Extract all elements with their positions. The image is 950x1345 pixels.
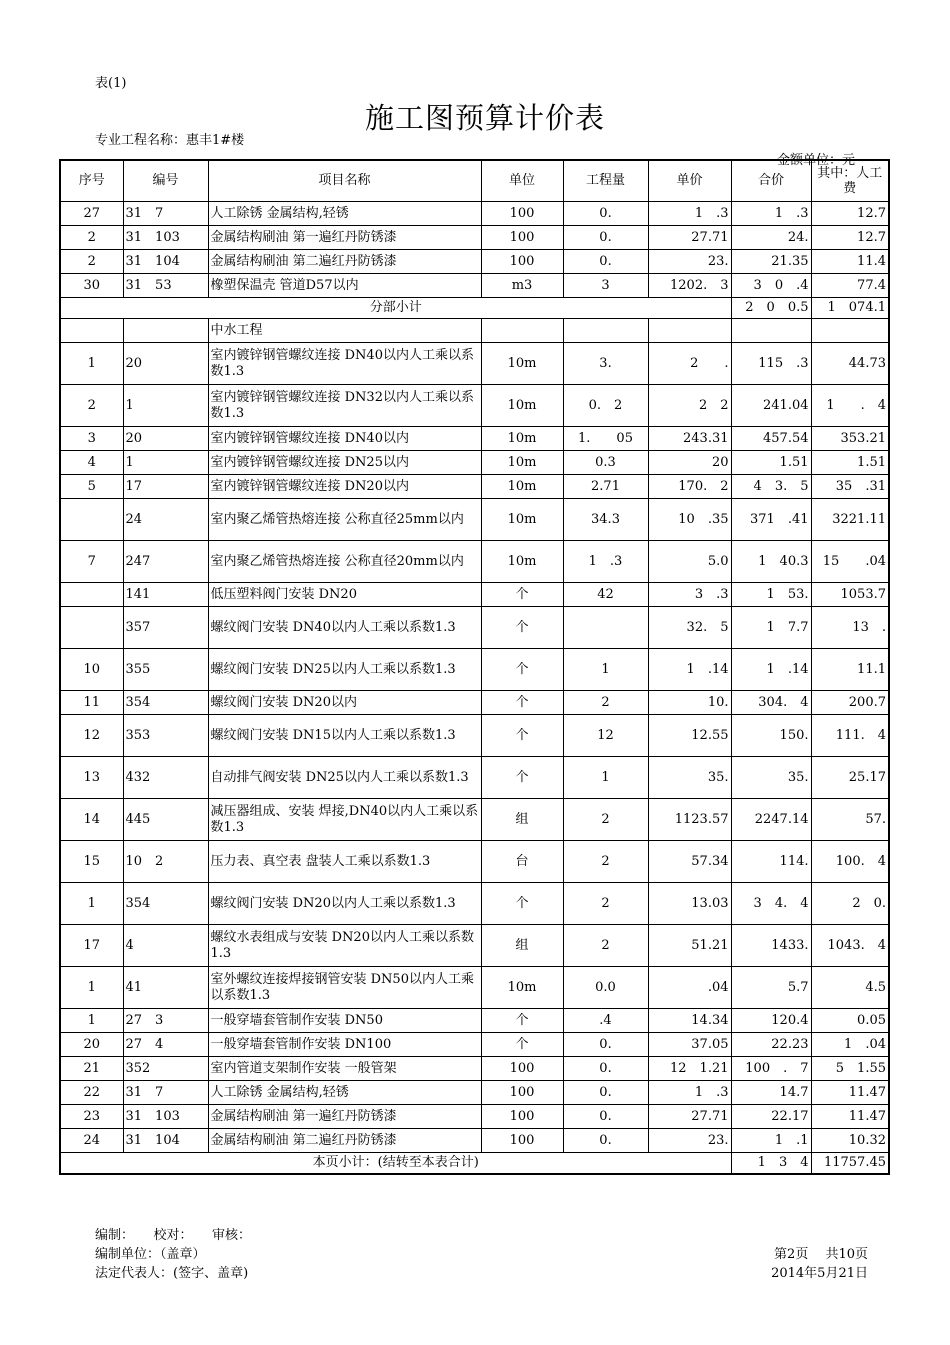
cell-price: 35. (648, 757, 731, 799)
cell-qty: 1 .3 (563, 541, 648, 583)
cell-code: 4 (123, 925, 208, 967)
subtotal-label: 分部小计 (60, 298, 731, 319)
cell-labor: 1 074.1 (811, 298, 889, 319)
table-row (60, 226, 889, 250)
cell-labor: 11.47 (811, 1105, 889, 1129)
cell-item-name: 螺纹水表组成与安装 DN20以内人工乘以系数1.3 (208, 925, 481, 967)
cell-total: 1433. (731, 925, 811, 967)
cell-qty: 34.3 (563, 499, 648, 541)
cell-total (731, 319, 811, 343)
cell-item-name: 金属结构刷油 第二遍红丹防锈漆 (208, 1129, 481, 1153)
cell-price: 13.03 (648, 883, 731, 925)
cell-labor: 25.17 (811, 757, 889, 799)
cell-item-name: 金属结构刷油 第一遍红丹防锈漆 (208, 226, 481, 250)
cell-item-name: 中水工程 (208, 319, 481, 343)
cell-price: 1 .3 (648, 202, 731, 226)
cell-price: 1202. 3 (648, 274, 731, 298)
cell-item-name: 压力表、真空表 盘装人工乘以系数1.3 (208, 841, 481, 883)
table-row (60, 799, 889, 841)
cell-item-name: 螺纹阀门安装 DN15以内人工乘以系数1.3 (208, 715, 481, 757)
subtotal-label: 本页小计：(结转至本表合计) (60, 1153, 731, 1174)
cell-item-name: 室内镀锌钢管螺纹连接 DN40以内 (208, 427, 481, 451)
cell-price: 12 1.21 (648, 1057, 731, 1081)
table-row (60, 691, 889, 715)
cell-seq: 2 (60, 250, 123, 274)
footer-unit: 编制单位：（盖章） (95, 1247, 206, 1262)
cell-item-name: 室内镀锌钢管螺纹连接 DN32以内人工乘以系数1.3 (208, 385, 481, 427)
cell-seq: 1 (60, 1009, 123, 1033)
cell-unit: 100 (481, 250, 563, 274)
cell-labor: 353.21 (811, 427, 889, 451)
cell-code: 24 (123, 499, 208, 541)
cell-labor: 44.73 (811, 343, 889, 385)
cell-qty: 2 (563, 925, 648, 967)
cell-code: 357 (123, 607, 208, 649)
table-row (60, 274, 889, 298)
cell-item-name: 金属结构刷油 第二遍红丹防锈漆 (208, 250, 481, 274)
cell-total: 304. 4 (731, 691, 811, 715)
cell-seq: 13 (60, 757, 123, 799)
cell-total: 3 4. 4 (731, 883, 811, 925)
cell-total: 114. (731, 841, 811, 883)
cell-price: 2 2 (648, 385, 731, 427)
footer-legal-rep: 法定代表人：(签字、盖章) (95, 1266, 249, 1281)
cell-item-name: 螺纹阀门安装 DN40以内人工乘以系数1.3 (208, 607, 481, 649)
cell-labor: 11757.45 (811, 1153, 889, 1174)
cell-price: 1 .3 (648, 1081, 731, 1105)
cell-seq: 1 (60, 967, 123, 1009)
cell-total: 2 0 0.5 (731, 298, 811, 319)
cell-qty: 2 (563, 883, 648, 925)
subtotal-row (60, 1153, 889, 1174)
cell-total: 457.54 (731, 427, 811, 451)
cell-qty: 2 (563, 841, 648, 883)
cell-qty: 0.0 (563, 967, 648, 1009)
table-row (60, 1129, 889, 1153)
cell-item-name: 螺纹阀门安装 DN20以内人工乘以系数1.3 (208, 883, 481, 925)
cell-unit: 10m (481, 967, 563, 1009)
project-name: 专业工程名称：惠丰1#楼 (95, 133, 245, 148)
cell-total: 1 .3 (731, 202, 811, 226)
cell-unit: 个 (481, 883, 563, 925)
cell-code: 31 53 (123, 274, 208, 298)
cell-seq: 22 (60, 1081, 123, 1105)
cell-total: 150. (731, 715, 811, 757)
cell-code: 20 (123, 427, 208, 451)
cell-seq: 2 (60, 385, 123, 427)
cell-total: 115 .3 (731, 343, 811, 385)
cell-price: 12.55 (648, 715, 731, 757)
cell-item-name: 室外螺纹连接焊接钢管安装 DN50以内人工乘以系数1.3 (208, 967, 481, 1009)
cell-item-name: 螺纹阀门安装 DN20以内 (208, 691, 481, 715)
page-number: 第2页 共10页 (774, 1247, 868, 1262)
cell-unit: 10m (481, 541, 563, 583)
cell-total: 1 .14 (731, 649, 811, 691)
cell-price: 27.71 (648, 226, 731, 250)
table-row (60, 541, 889, 583)
cell-code: 10 2 (123, 841, 208, 883)
table-row (60, 1033, 889, 1057)
cell-qty (563, 319, 648, 343)
table-row (60, 967, 889, 1009)
cell-labor: 12.7 (811, 226, 889, 250)
cell-total: 371 .41 (731, 499, 811, 541)
table-row (60, 499, 889, 541)
cell-code: 27 3 (123, 1009, 208, 1033)
col-header-labor: 其中：人工费 (811, 160, 889, 202)
cell-item-name: 螺纹阀门安装 DN25以内人工乘以系数1.3 (208, 649, 481, 691)
cell-total: 2247.14 (731, 799, 811, 841)
table-row (60, 202, 889, 226)
table-row (60, 1105, 889, 1129)
cell-code: 31 7 (123, 1081, 208, 1105)
cell-price: 32. 5 (648, 607, 731, 649)
cell-qty: 1. 05 (563, 427, 648, 451)
col-header-qty: 工程量 (563, 160, 648, 202)
cell-labor: 3221.11 (811, 499, 889, 541)
cell-unit: 10m (481, 427, 563, 451)
cell-seq (60, 607, 123, 649)
cell-total: 22.23 (731, 1033, 811, 1057)
cell-code: 355 (123, 649, 208, 691)
cell-total: 3 0 .4 (731, 274, 811, 298)
col-header-total: 合价 (731, 160, 811, 202)
cell-total: 1 53. (731, 583, 811, 607)
cell-code: 31 103 (123, 226, 208, 250)
cell-item-name: 室内镀锌钢管螺纹连接 DN20以内 (208, 475, 481, 499)
cell-qty: 1 (563, 649, 648, 691)
cell-total: 24. (731, 226, 811, 250)
cell-seq: 24 (60, 1129, 123, 1153)
cell-qty: 0. (563, 1105, 648, 1129)
cell-qty: 3. (563, 343, 648, 385)
table-row (60, 385, 889, 427)
cell-code: 247 (123, 541, 208, 583)
table-row (60, 1057, 889, 1081)
cell-unit: 100 (481, 226, 563, 250)
cell-total: 1 7.7 (731, 607, 811, 649)
cell-price: 2 . (648, 343, 731, 385)
cell-seq: 11 (60, 691, 123, 715)
cell-qty: 3 (563, 274, 648, 298)
cell-seq: 4 (60, 451, 123, 475)
cell-qty: 2 (563, 799, 648, 841)
cell-code: 141 (123, 583, 208, 607)
cell-item-name: 自动排气阀安装 DN25以内人工乘以系数1.3 (208, 757, 481, 799)
cell-price: 57.34 (648, 841, 731, 883)
cell-seq: 5 (60, 475, 123, 499)
cell-qty: 42 (563, 583, 648, 607)
cell-labor: 1 .04 (811, 1033, 889, 1057)
table-row (60, 841, 889, 883)
form-number: 表(1) (95, 76, 127, 91)
cell-qty: 0. (563, 202, 648, 226)
cell-code: 432 (123, 757, 208, 799)
cell-labor: 11.4 (811, 250, 889, 274)
cell-qty: 0. (563, 1129, 648, 1153)
cell-item-name: 低压塑料阀门安装 DN20 (208, 583, 481, 607)
cell-qty: .4 (563, 1009, 648, 1033)
cell-seq: 3 (60, 427, 123, 451)
cell-unit: 10m (481, 451, 563, 475)
cell-code: 31 103 (123, 1105, 208, 1129)
cell-qty: 0. (563, 1033, 648, 1057)
cell-unit: 个 (481, 715, 563, 757)
col-header-unit: 单位 (481, 160, 563, 202)
cell-unit: 100 (481, 1129, 563, 1153)
cell-unit (481, 319, 563, 343)
currency-unit: 金额单位：元 (777, 153, 856, 168)
col-header-name: 项目名称 (208, 160, 481, 202)
cell-item-name: 人工除锈 金属结构,轻锈 (208, 202, 481, 226)
cell-total: 14.7 (731, 1081, 811, 1105)
cell-labor: 0.05 (811, 1009, 889, 1033)
header-row (60, 160, 889, 202)
cell-item-name: 室内管道支架制作安装 一般管架 (208, 1057, 481, 1081)
cell-total: 100 . 7 (731, 1057, 811, 1081)
cell-unit: 10m (481, 343, 563, 385)
cell-code: 353 (123, 715, 208, 757)
cell-seq: 17 (60, 925, 123, 967)
cell-item-name: 一般穿墙套管制作安装 DN100 (208, 1033, 481, 1057)
cell-price: 3 .3 (648, 583, 731, 607)
table-row (60, 607, 889, 649)
cell-total: 241.04 (731, 385, 811, 427)
table-row (60, 427, 889, 451)
table-row (60, 1081, 889, 1105)
cell-total: 21.35 (731, 250, 811, 274)
cell-code: 41 (123, 967, 208, 1009)
cell-unit: m3 (481, 274, 563, 298)
cell-item-name: 室内镀锌钢管螺纹连接 DN40以内人工乘以系数1.3 (208, 343, 481, 385)
cell-price: 10 .35 (648, 499, 731, 541)
table-row (60, 1009, 889, 1033)
cell-qty: 0. 2 (563, 385, 648, 427)
cell-labor: 200.7 (811, 691, 889, 715)
cell-total: 22.17 (731, 1105, 811, 1129)
footer-date: 2014年5月21日 (771, 1266, 868, 1281)
cell-price (648, 319, 731, 343)
subtotal-row (60, 298, 889, 319)
table-row (60, 715, 889, 757)
cell-seq: 1 (60, 343, 123, 385)
cell-code (123, 319, 208, 343)
cell-total: 1 .1 (731, 1129, 811, 1153)
cell-code: 354 (123, 883, 208, 925)
cell-unit: 个 (481, 691, 563, 715)
cell-item-name: 室内聚乙烯管热熔连接 公称直径20mm以内 (208, 541, 481, 583)
cell-price: 23. (648, 250, 731, 274)
cell-price: 243.31 (648, 427, 731, 451)
cell-qty: 0. (563, 250, 648, 274)
cell-price: 27.71 (648, 1105, 731, 1129)
cell-total: 35. (731, 757, 811, 799)
cell-code: 352 (123, 1057, 208, 1081)
cell-labor: 1053.7 (811, 583, 889, 607)
cell-seq: 14 (60, 799, 123, 841)
cell-item-name: 人工除锈 金属结构,轻锈 (208, 1081, 481, 1105)
budget-table (59, 159, 890, 1175)
cell-price: 10. (648, 691, 731, 715)
cell-price: 170. 2 (648, 475, 731, 499)
cell-qty: 0.3 (563, 451, 648, 475)
cell-price: 20 (648, 451, 731, 475)
cell-unit: 100 (481, 202, 563, 226)
cell-unit: 10m (481, 499, 563, 541)
cell-item-name: 室内镀锌钢管螺纹连接 DN25以内 (208, 451, 481, 475)
cell-unit: 个 (481, 607, 563, 649)
cell-unit: 10m (481, 475, 563, 499)
cell-qty: 2 (563, 691, 648, 715)
cell-total: 1 3 4 (731, 1153, 811, 1174)
cell-code: 17 (123, 475, 208, 499)
table-body (60, 202, 889, 1174)
cell-total: 120.4 (731, 1009, 811, 1033)
cell-qty: 2.71 (563, 475, 648, 499)
cell-seq: 21 (60, 1057, 123, 1081)
cell-labor: 2 0. (811, 883, 889, 925)
cell-labor: 12.7 (811, 202, 889, 226)
cell-qty: 1 (563, 757, 648, 799)
cell-item-name: 室内聚乙烯管热熔连接 公称直径25mm以内 (208, 499, 481, 541)
cell-seq: 15 (60, 841, 123, 883)
cell-unit: 组 (481, 925, 563, 967)
cell-price: 14.34 (648, 1009, 731, 1033)
col-header-price: 单价 (648, 160, 731, 202)
table-row (60, 319, 889, 343)
table-row (60, 583, 889, 607)
cell-code: 20 (123, 343, 208, 385)
cell-qty: 0. (563, 226, 648, 250)
cell-seq (60, 583, 123, 607)
cell-unit: 个 (481, 649, 563, 691)
cell-seq: 27 (60, 202, 123, 226)
cell-qty: 0. (563, 1081, 648, 1105)
table-row (60, 475, 889, 499)
cell-qty (563, 607, 648, 649)
cell-labor (811, 319, 889, 343)
cell-labor: 100. 4 (811, 841, 889, 883)
cell-unit: 组 (481, 799, 563, 841)
cell-qty: 0. (563, 1057, 648, 1081)
cell-labor: 13 . (811, 607, 889, 649)
cell-price: .04 (648, 967, 731, 1009)
cell-labor: 1.51 (811, 451, 889, 475)
page-title: 施工图预算计价表 (364, 101, 605, 135)
cell-seq: 1 (60, 883, 123, 925)
cell-seq: 20 (60, 1033, 123, 1057)
cell-code: 1 (123, 451, 208, 475)
cell-labor: 11.47 (811, 1081, 889, 1105)
table-row (60, 343, 889, 385)
cell-labor: 1 . 4 (811, 385, 889, 427)
cell-total: 4 3. 5 (731, 475, 811, 499)
cell-labor: 10.32 (811, 1129, 889, 1153)
col-header-seq: 序号 (60, 160, 123, 202)
cell-seq: 10 (60, 649, 123, 691)
cell-price: 37.05 (648, 1033, 731, 1057)
cell-unit: 个 (481, 757, 563, 799)
table-row (60, 925, 889, 967)
cell-code: 31 104 (123, 250, 208, 274)
cell-qty: 12 (563, 715, 648, 757)
footer-page-info (700, 1245, 868, 1283)
cell-seq: 23 (60, 1105, 123, 1129)
cell-seq: 30 (60, 274, 123, 298)
cell-code: 27 4 (123, 1033, 208, 1057)
cell-code: 445 (123, 799, 208, 841)
cell-labor: 11.1 (811, 649, 889, 691)
cell-item-name: 一般穿墙套管制作安装 DN50 (208, 1009, 481, 1033)
cell-code: 31 7 (123, 202, 208, 226)
cell-unit: 100 (481, 1105, 563, 1129)
footer-signatures (95, 1226, 251, 1283)
cell-seq: 7 (60, 541, 123, 583)
table-row (60, 649, 889, 691)
cell-total: 1 40.3 (731, 541, 811, 583)
cell-labor: 15 .04 (811, 541, 889, 583)
cell-code: 31 104 (123, 1129, 208, 1153)
cell-total: 1.51 (731, 451, 811, 475)
cell-unit: 个 (481, 583, 563, 607)
cell-seq: 2 (60, 226, 123, 250)
cell-code: 354 (123, 691, 208, 715)
cell-unit: 个 (481, 1009, 563, 1033)
cell-code: 1 (123, 385, 208, 427)
table-row (60, 757, 889, 799)
cell-price: 1 .14 (648, 649, 731, 691)
cell-unit: 100 (481, 1081, 563, 1105)
cell-unit: 个 (481, 1033, 563, 1057)
cell-labor: 57. (811, 799, 889, 841)
cell-unit: 100 (481, 1057, 563, 1081)
cell-seq (60, 499, 123, 541)
table-row (60, 250, 889, 274)
cell-seq: 12 (60, 715, 123, 757)
cell-item-name: 橡塑保温壳 管道D57以内 (208, 274, 481, 298)
cell-labor: 5 1.55 (811, 1057, 889, 1081)
table-row (60, 451, 889, 475)
cell-seq (60, 319, 123, 343)
cell-labor: 4.5 (811, 967, 889, 1009)
cell-price: 51.21 (648, 925, 731, 967)
cell-price: 23. (648, 1129, 731, 1153)
cell-labor: 1043. 4 (811, 925, 889, 967)
cell-total: 5.7 (731, 967, 811, 1009)
cell-price: 5.0 (648, 541, 731, 583)
footer-signers: 编制： 校对： 审核： (95, 1228, 252, 1243)
cell-item-name: 减压器组成、安装 焊接,DN40以内人工乘以系数1.3 (208, 799, 481, 841)
table-row (60, 883, 889, 925)
cell-labor: 35 .31 (811, 475, 889, 499)
col-header-code: 编号 (123, 160, 208, 202)
cell-unit: 台 (481, 841, 563, 883)
cell-item-name: 金属结构刷油 第一遍红丹防锈漆 (208, 1105, 481, 1129)
cell-labor: 111. 4 (811, 715, 889, 757)
cell-price: 1123.57 (648, 799, 731, 841)
cell-labor: 77.4 (811, 274, 889, 298)
cell-unit: 10m (481, 385, 563, 427)
